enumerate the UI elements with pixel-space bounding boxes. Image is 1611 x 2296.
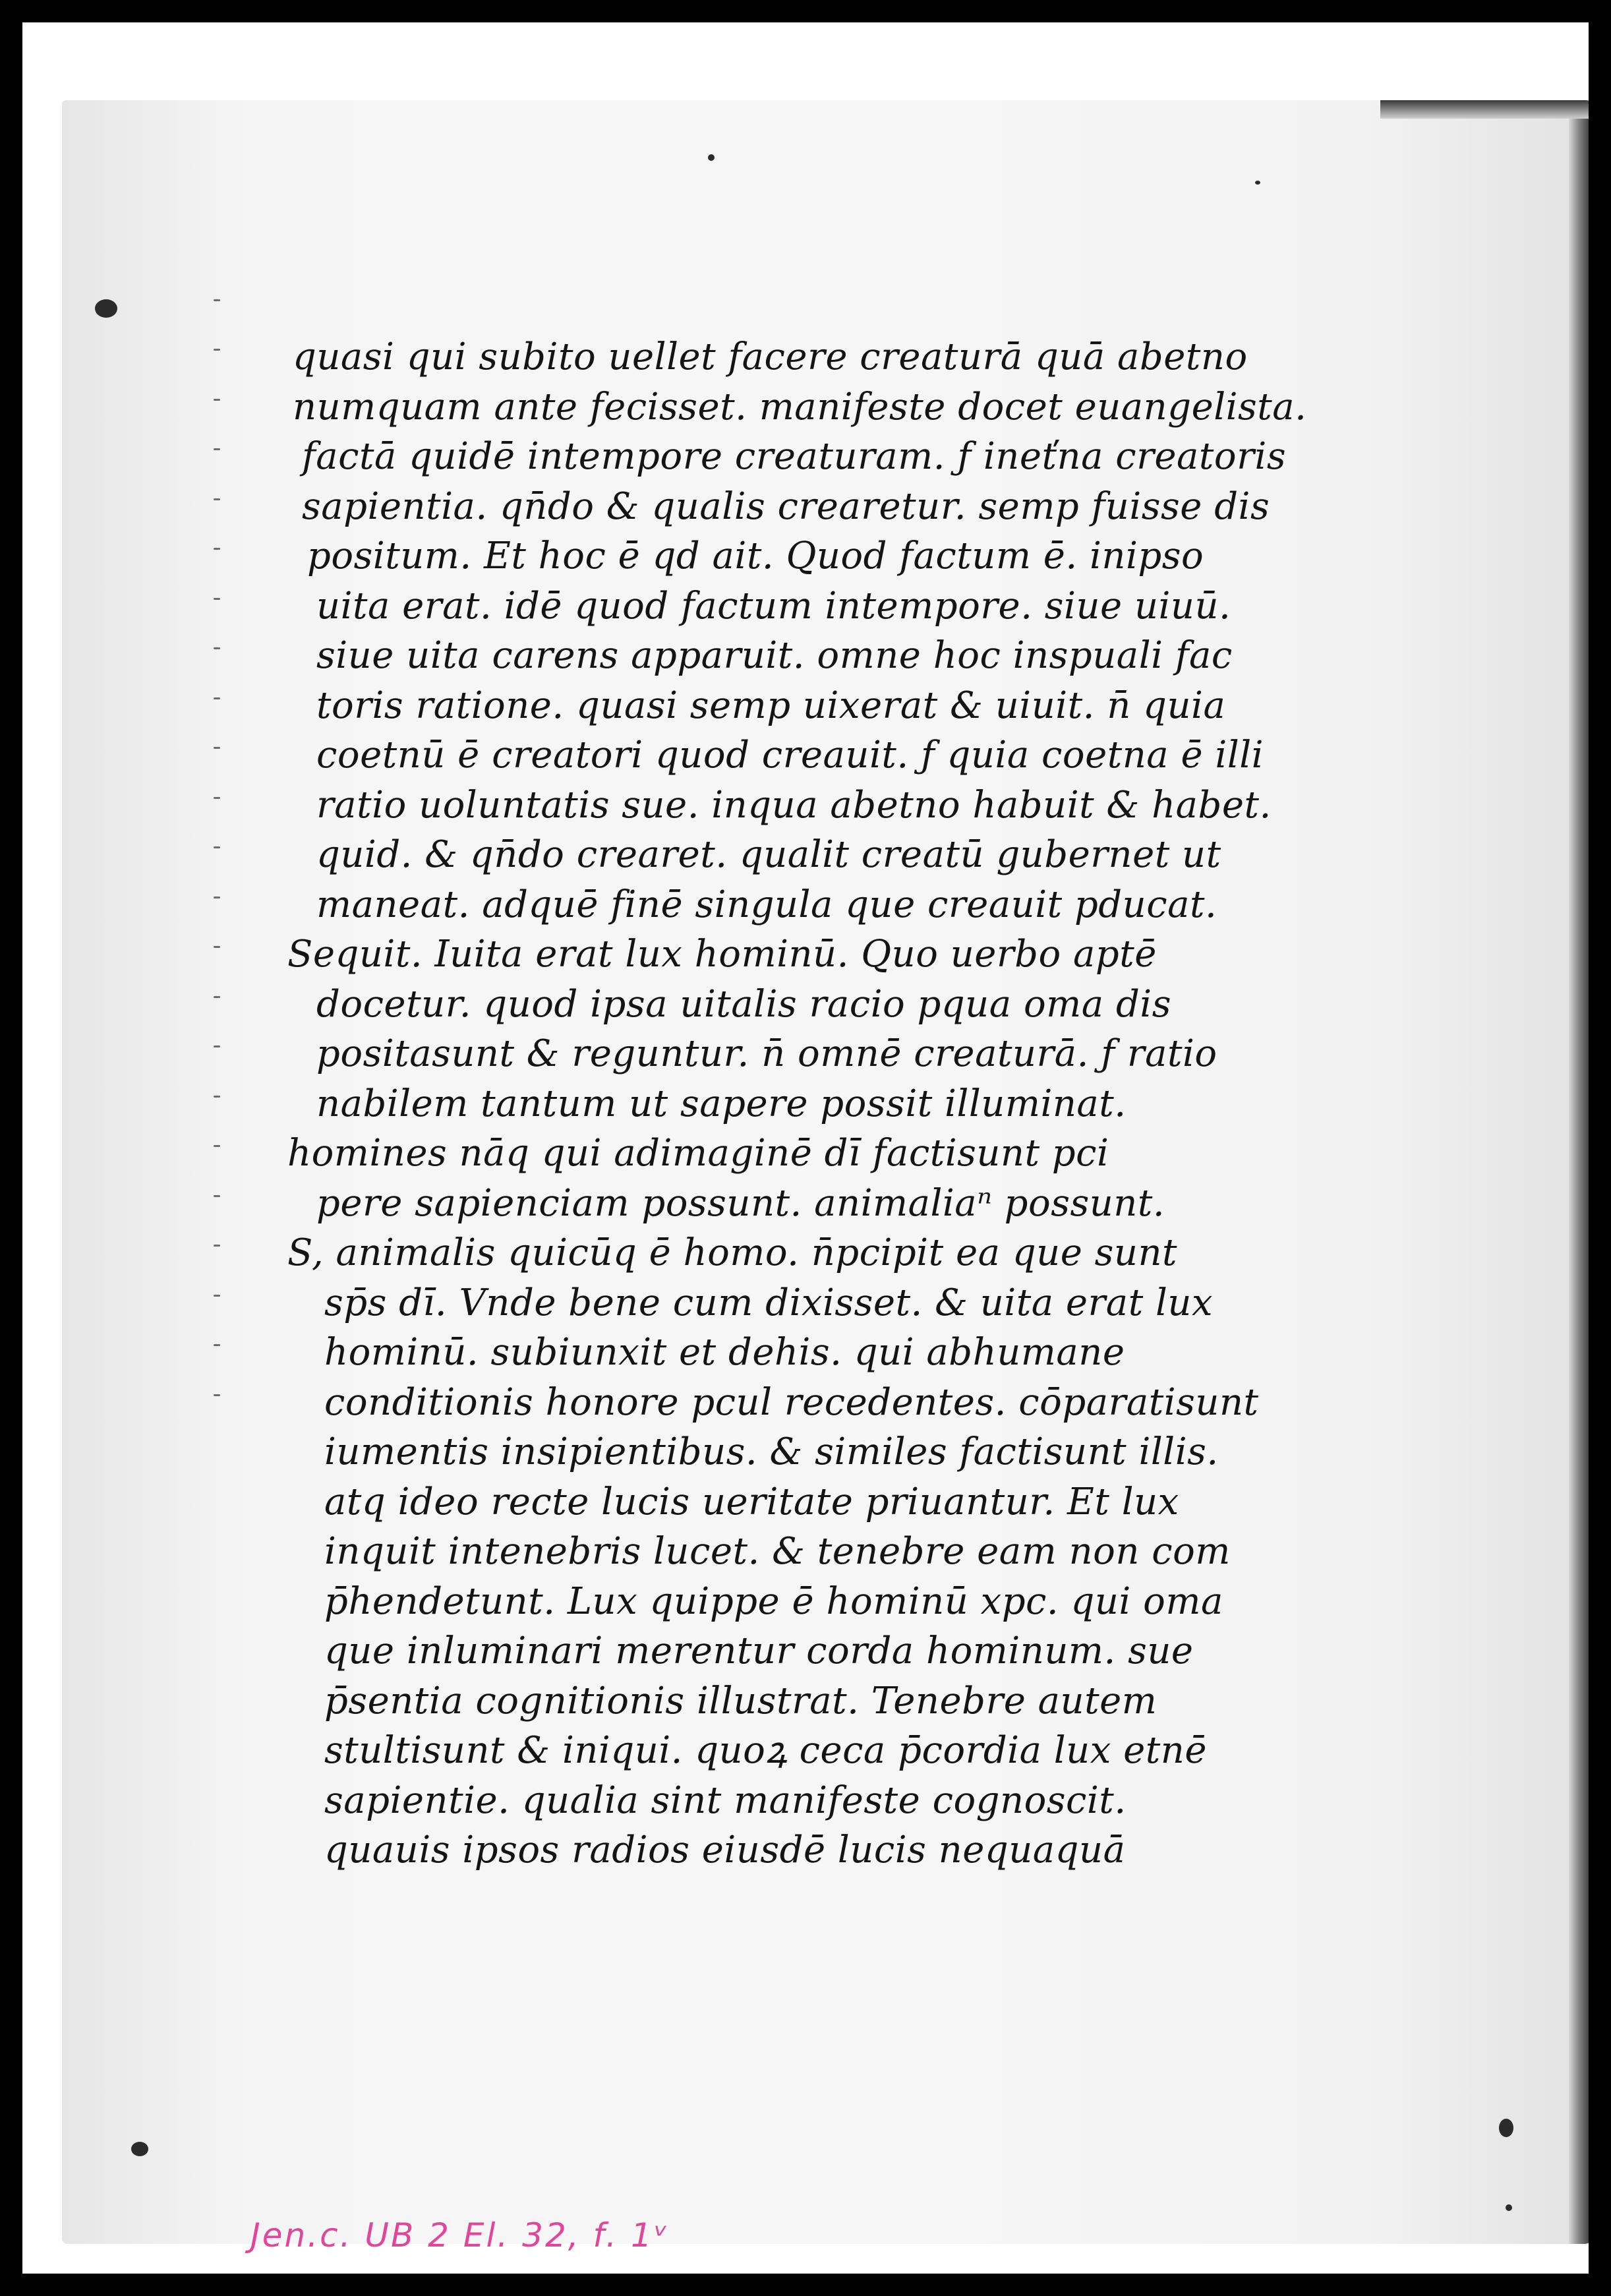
text-line: coetnū ē creatori quod creauit. ƒ quia coetna ē illi (316, 734, 1264, 777)
pricking-marks (214, 299, 221, 1486)
prick-mark (214, 1096, 220, 1098)
prick-mark (214, 349, 220, 351)
prick-mark (214, 1245, 220, 1247)
blemish-spot (1255, 181, 1260, 185)
text-line: hominū. subiunxit et dehis. qui abhumane (324, 1331, 1125, 1374)
manuscript-text (287, 332, 1585, 1875)
text-line: p̄hendetunt. Lux quippe ē hominū xpc. qui oma (324, 1579, 1223, 1623)
photo-sheet (22, 22, 1589, 2274)
prick-mark (214, 448, 220, 450)
text-line: uita erat. idē quod factum intempore. siue uiuū. (316, 584, 1231, 628)
prick-mark (214, 946, 220, 948)
text-line: toris ratione. quasi semp uixerat & uiuit. n̄ quia (316, 684, 1226, 727)
text-line: iumentis insipientibus. & similes factisunt illis. (324, 1430, 1219, 1473)
text-line: que inluminari merentur corda hominum. sue (324, 1630, 1194, 1672)
prick-mark (214, 996, 220, 998)
text-line: ratio uoluntatis sue. inqua abetno habuit & habet. (316, 783, 1272, 827)
prick-mark (214, 747, 220, 749)
text-line: atq ideo recte lucis ueritate priuantur. Et lux (324, 1480, 1179, 1523)
text-line: sapientia. qn̄do & qualis crearetur. semp fuisse dis (302, 485, 1270, 528)
prick-mark (214, 697, 220, 699)
prick-mark (214, 1145, 220, 1147)
text-line: p̄sentia cognitionis illustrat. Tenebre autem (324, 1679, 1157, 1722)
text-line: siue uita carens apparuit. omne hoc inspuali fac (316, 634, 1233, 677)
text-line: numquam ante fecisset. manifeste docet euangelista. (293, 385, 1307, 428)
blemish-spot (708, 154, 715, 161)
text-line: stultisunt & iniqui. quoꝝ ceca p̄cordia lux etnē (324, 1729, 1207, 1772)
text-line: pere sapienciam possunt. animaliaⁿ possunt. (316, 1181, 1165, 1225)
leaf-torn-corner (1380, 100, 1589, 119)
text-line: docetur. quod ipsa uitalis racio pqua oma dis (316, 982, 1171, 1026)
prick-mark (214, 498, 220, 500)
text-line: maneat. adquē finē singula que creauit pducat. (316, 883, 1217, 926)
prick-mark (214, 897, 220, 898)
text-line: quid. & qn̄do crearet. qualit creatū gubernet ut (316, 833, 1221, 876)
prick-mark (214, 846, 220, 848)
blemish-spot (95, 299, 117, 318)
prick-mark (214, 1195, 220, 1197)
blemish-spot (1506, 2204, 1512, 2211)
prick-mark (214, 299, 220, 301)
prick-mark (214, 548, 220, 550)
blemish-spot (1499, 2119, 1513, 2137)
text-line: homines nāq qui adimaginē dī factisunt pci (287, 1132, 1109, 1175)
text-line: S, animalis quicūq ē homo. n̄pcipit ea que sunt (287, 1231, 1178, 1274)
text-line: quauis ipsos radios eiusdē lucis nequaquā (324, 1829, 1126, 1871)
prick-mark (214, 1295, 220, 1297)
prick-mark (214, 598, 220, 600)
text-line: positasunt & reguntur. n̄ omnē creaturā. ƒ ratio (316, 1032, 1217, 1075)
prick-mark (214, 1344, 220, 1346)
prick-mark (214, 797, 220, 799)
text-line: nabilem tantum ut sapere possit illuminat. (316, 1082, 1127, 1125)
text-line: Sequit. Iuita erat lux hominū. Quo uerbo aptē (287, 933, 1157, 976)
blemish-spot (131, 2142, 148, 2156)
text-line: positum. Et hoc ē qd ait. Quod factum ē. inipso (307, 535, 1204, 577)
prick-mark (214, 1045, 220, 1047)
prick-mark (214, 647, 220, 649)
library-shelfmark: Jen.c. UB 2 El. 32, f. 1ᵛ (250, 2216, 670, 2254)
text-line: quasi qui subito uellet facere creaturā quā abetno (293, 336, 1248, 378)
prick-mark (214, 399, 220, 401)
prick-mark (214, 1394, 220, 1396)
text-line: conditionis honore pcul recedentes. cōparatisunt (324, 1380, 1259, 1424)
text-line: inquit intenebris lucet. & tenebre eam non com (324, 1530, 1231, 1573)
text-line: sapientie. qualia sint manifeste cognoscit. (324, 1779, 1127, 1822)
text-line: sp̄s dī. Vnde bene cum dixisset. & uita erat lux (324, 1281, 1214, 1324)
text-line: factā quidē intempore creaturam. ƒ ineťna creatoris (302, 435, 1287, 478)
